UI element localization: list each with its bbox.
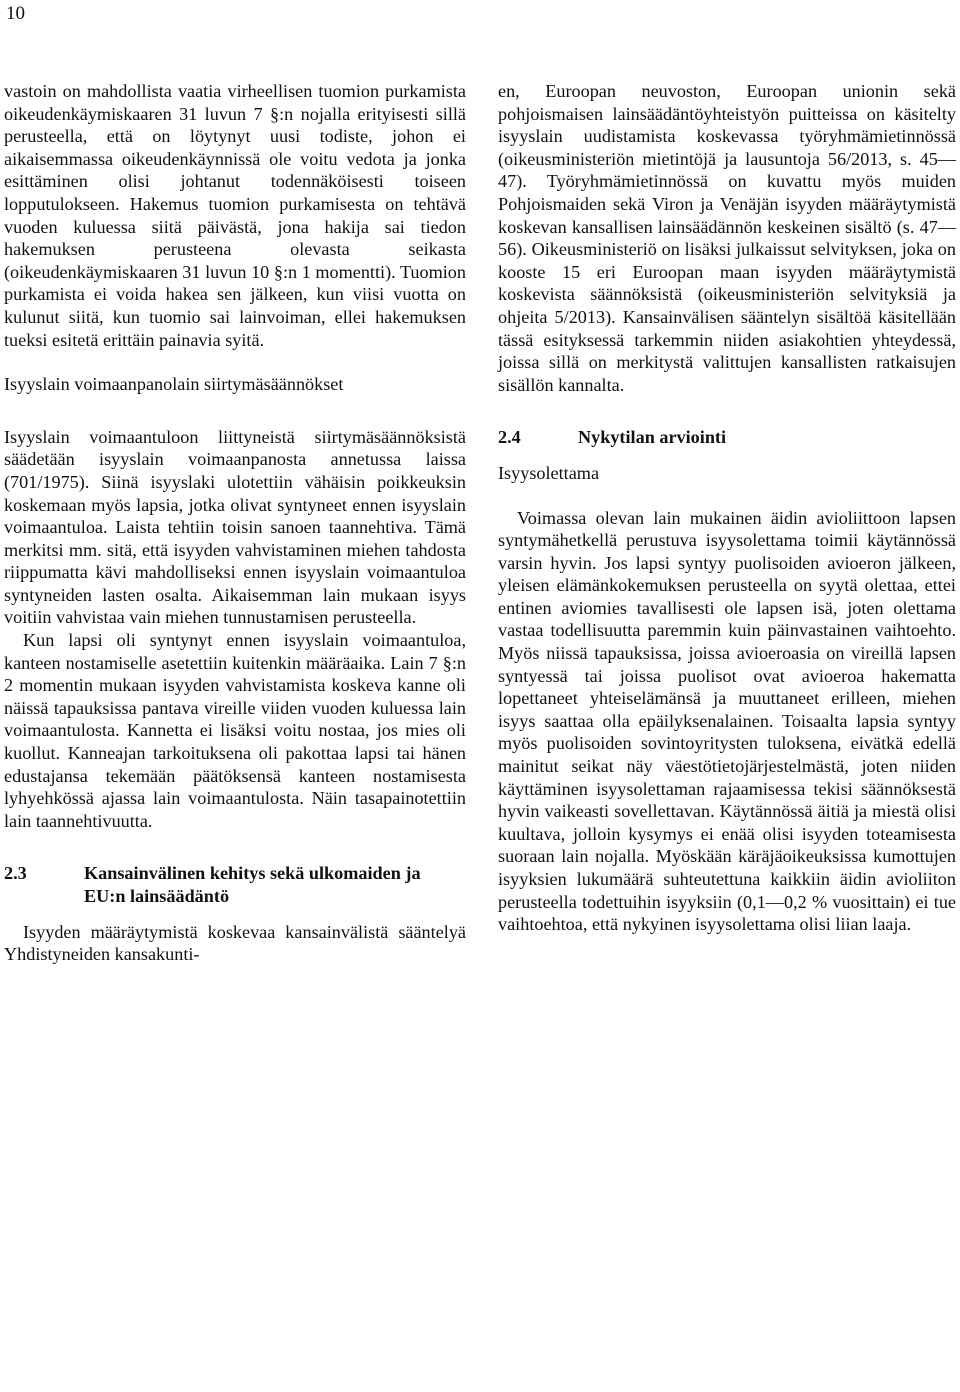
page-number: 10 xyxy=(6,3,25,24)
paragraph: Isyyslain voimaantuloon liittyneistä siirtymäsäännöksistä säädetään isyyslain voimaanpanosta annetussa laissa (701/1975). Siinä isyyslaki ulotettiin vähäisin poikkeuksin koskemaan myös lapsia, jotka olivat syntyneet ennen isyyslain voimaantuloa. Laista tehtiin toisin sanoen taannehtiva. Tämä merkitsi mm. sitä, että isyyden vahvistaminen miehen tahdosta riippumatta kävi mahdolliseksi ennen isyyslain voimaantuloa syntyneiden lasten osalta. Aikaisemman lain mukaan isyys voitiin vahvistaa vain miehen tunnustamisen perusteella. xyxy=(4,426,466,628)
section-number: 2.3 xyxy=(4,863,27,884)
paragraph: Kun lapsi oli syntynyt ennen isyyslain voimaantuloa, kanteen nostamiselle asetettiin kuitenkin määräaika. Lain 7 §:n 2 momentin mukaan isyyden vahvistamista koskeva kanne oli näissä tapauksissa pantava vireille viiden vuoden kuluessa lain voimaantulosta. Kannetta ei lisäksi voitu nostaa, jos mies oli kuollut. Kanneajan tarkoituksena oli pakottaa lapsi tai hänen edustajansa tekemään päätöksensä kanteen nostamisesta lyhyehkössä ajassa lain voimaantulosta. Näin tasapainotettiin lain taannehtivuutta. xyxy=(4,630,466,831)
left-column xyxy=(4,80,466,966)
section-heading xyxy=(498,426,956,449)
section-number: 2.4 xyxy=(498,427,521,448)
paragraph: en, Euroopan neuvoston, Euroopan unionin sekä pohjoismaisen lainsäädäntöyhteistyön puitteissa on käsitelty isyyslain uudistamista koskevassa työryhmämietinnössä (oikeusministeriön mietintöjä ja lausuntoja 56/2013, s. 45—47). Työryhmämietinnössä on kuvattu myös muiden Pohjoismaiden sekä Viron ja Venäjän isyyden määräytymistä koskevan kansallisen lainsäädännön keskeinen sisältö (s. 47—56). Oikeusministeriö on lisäksi julkaissut selvityksen, joka on kooste 15 eri Euroopan maan isyyden määräytymistä koskevista säännöksistä (oikeusministeriön selvityksiä ja ohjeita 5/2013). Kansainvälisen sääntelyn sisältöä käsitellään tässä esityksessä tarkemmin niiden asiakohtien yhteydessä, joissa sillä on merkitystä valittujen kansallisten ratkaisujen sisällön kannalta. xyxy=(498,81,956,395)
paragraph: vastoin on mahdollista vaatia virheellisen tuomion purkamista oikeudenkäymiskaaren 31 luvun 7 §:n nojalla erityisesti sillä perusteella, että on löytynyt uusi todiste, johon ei aikaisemmassa oikeudenkäynnissä ole voitu vedota ja jonka esittäminen olisi johtanut todennäköisesti toiseen lopputulokseen. Hakemus tuomion purkamisesta on tehtävä vuoden kuluessa siitä päivästä, jona hakija sai tiedon hakemuksen perusteena olevasta seikasta (oikeudenkäymiskaaren 31 luvun 10 §:n 1 momentti). Tuomion purkamista ei voida hakea sen jälkeen, kun viisi vuotta on kulunut siitä, kun tuomio sai lainvoiman, ellei hakemuksen tueksi esitetä erittäin painavia syitä. xyxy=(4,81,466,350)
section-title: Kansainvälinen kehitys sekä ulkomaiden ja EU:n lainsäädäntö xyxy=(84,863,421,906)
subheading: Isyyslain voimaanpanolain siirtymäsäännökset xyxy=(4,374,344,395)
right-column xyxy=(498,80,956,936)
paragraph: Isyyden määräytymistä koskevaa kansainvälistä sääntelyä Yhdistyneiden kansakunti- xyxy=(4,921,466,965)
paragraph: Voimassa olevan lain mukainen äidin avioliittoon lapsen syntymähetkellä perustuva isyysolettama toimii käytännössä varsin hyvin. Jos lapsi syntyy puolisoiden avioeron jälkeen, yleisen elämänkokemuksen perusteella on syytä olettaa, ettei entinen aviomies tavallisesti ole lapsen isä, joten olettama vastaa todellisuutta paremmin kuin päinvastainen vaihtoehto. Myös niissä tapauksissa, joissa avioeroasia on vireillä lapsen syntyessä tai joissa puolisot ovat avioeroa hakematta lopettaneet yhteiselämänsä ja muuttaneet erilleen, miehen isyys saattaa olla epäilyksenalainen. Toisaalta lapsia syntyy myös puolisoiden sovintoyritysten tuloksena, eivätkä edellä mainitut seikat näy väestötietojärjestelmästä, joten niiden käyttäminen isyysolettaman rajaamisessa tekisi säännöksestä hyvin vaikeasti sovellettavan. Käytännössä äitiä ja miestä olisi kuultava, jolloin kysymys ei enää olisi isyyden toteamisesta suoraan lain nojalla. Myöskään käräjäoikeuksissa kumottujen isyyksien lukumäärä suhteutettuna kaikkiin äidin avioliiton perusteella todettuihin isyyksiin (0,1—0,2 % vuosittain) ei tue vaihtoehtoa, että nykyinen isyysolettama olisi liian laaja. xyxy=(498,507,956,935)
section-heading xyxy=(4,862,466,907)
section-title: Nykytilan arviointi xyxy=(578,427,727,448)
subheading: Isyysolettama xyxy=(498,462,600,483)
